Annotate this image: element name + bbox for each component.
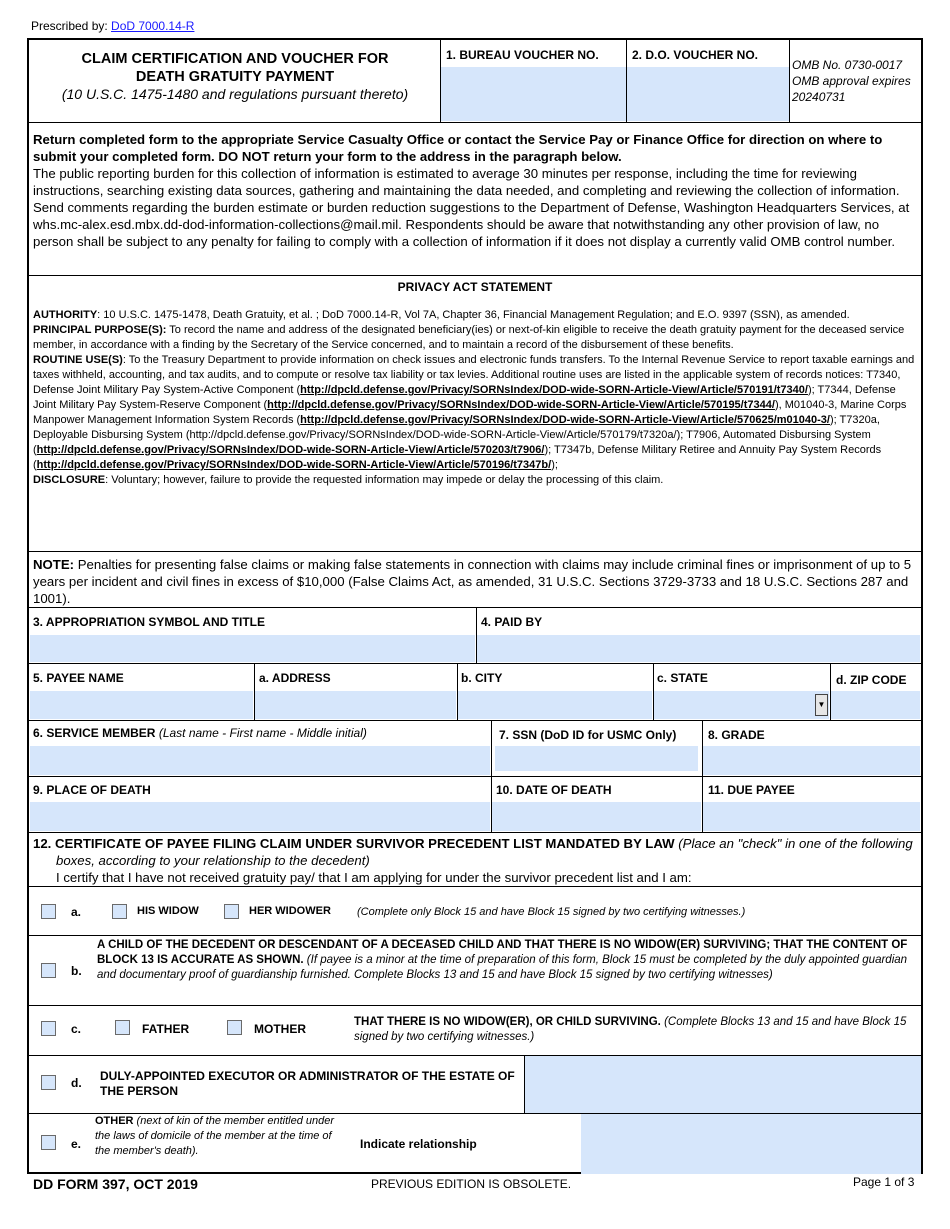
due-payee-input[interactable] (703, 802, 920, 831)
address-label: a. ADDRESS (259, 671, 331, 685)
checkbox-mother[interactable] (227, 1020, 242, 1035)
form-number: DD FORM 397, OCT 2019 (33, 1176, 198, 1192)
place-of-death-label: 9. PLACE OF DEATH (33, 783, 151, 797)
bureau-voucher-label: 1. BUREAU VOUCHER NO. (446, 48, 599, 62)
page-number: Page 1 of 3 (853, 1175, 915, 1189)
city-input[interactable] (458, 691, 652, 719)
option-b-text: A CHILD OF THE DECEDENT OR DESCENDANT OF A DECEASED CHILD AND THAT THERE IS NO WIDOW(ER) SURVIVING; THAT THE CONTENT OF BLOCK 13 IS ACCURATE AS SHOWN. (If payee is a minor at the time of preparation of this form, Block 15 must be completed by the duly appointed guardian and documentary proof of guardianship furnished. Complete Blocks 13 and 15 and have Block 15 signed by two certifying witnesses) (97, 939, 908, 981)
form-title: CLAIM CERTIFICATION AND VOUCHER FOR DEATH GRATUITY PAYMENT (10 U.S.C. 1475-1480 and regulations pursuant thereto) (61, 51, 409, 102)
sorn-link-t7340[interactable]: http://dpcld.defense.gov/Privacy/SORNsIndex/DOD-wide-SORN-Article-View/Article/570191/t7340/ (300, 384, 808, 396)
sorn-link-t7347b[interactable]: http://dpcld.defense.gov/Privacy/SORNsIndex/DOD-wide-SORN-Article-View/Article/570196/t7347b/ (36, 459, 552, 471)
address-input[interactable] (255, 691, 456, 719)
option-d-text: DULY-APPOINTED EXECUTOR OR ADMINISTRATOR OF THE ESTATE OF THE PERSON (100, 1069, 515, 1098)
zip-input[interactable] (831, 691, 920, 719)
city-label: b. CITY (461, 671, 503, 685)
checkbox-d[interactable] (41, 1075, 56, 1090)
zip-label: d. ZIP CODE (836, 673, 907, 687)
checkbox-a[interactable] (41, 904, 56, 919)
prescribed-link[interactable]: DoD 7000.14-R (111, 19, 195, 33)
date-of-death-input[interactable] (492, 802, 701, 831)
state-select[interactable] (654, 691, 829, 719)
do-voucher-label: 2. D.O. VOUCHER NO. (632, 48, 759, 62)
chevron-down-icon[interactable]: ▼ (815, 694, 828, 716)
ssn-input[interactable] (495, 746, 698, 771)
omb-info: OMB No. 0730-0017 OMB approval expires 20240731 (792, 58, 911, 104)
relationship-label: Indicate relationship (360, 1137, 477, 1151)
payee-name-input[interactable] (30, 691, 253, 719)
grade-label: 8. GRADE (708, 728, 765, 742)
appropriation-input[interactable] (30, 635, 475, 662)
state-label: c. STATE (657, 671, 708, 685)
grade-input[interactable] (703, 746, 920, 775)
place-of-death-input[interactable] (30, 802, 490, 831)
service-member-input[interactable] (30, 746, 490, 775)
payee-name-label: 5. PAYEE NAME (33, 671, 124, 685)
sorn-link-m01040[interactable]: http://dpcld.defense.gov/Privacy/SORNsIndex/DOD-wide-SORN-Article-View/Article/570625/m01040-3/ (300, 414, 830, 426)
checkbox-e[interactable] (41, 1135, 56, 1150)
option-c-text: THAT THERE IS NO WIDOW(ER), OR CHILD SURVIVING. (Complete Blocks 13 and 15 and have Block 15 signed by two certifying witnesses.) (354, 1016, 907, 1043)
paid-by-input[interactable] (477, 635, 920, 662)
executor-input[interactable] (525, 1056, 921, 1113)
instructions: Return completed form to the appropriate Service Casualty Office or contact the Service Pay or Finance Office for direction on where to submit your completed form. DO NOT return your form to the address in the paragraph below. The public reporting burden for this collection of information is estimated to average 30 minutes per response, including the time for reviewing instructions, searching existing data sources, gathering and maintaining the data needed, and completing and reviewing the collection of information. Send comments regarding the burden estimate or burden reduction suggestions to the Department of Defense, Washington Headquarters Services, at whs.mc-alex.esd.mbx.dd-dod-information-collections@mail.mil. Respondents should be aware that notwithstanding any other provision of law, no person shall be subject to any penalty for failing to comply with a collection of information if it does not display a currently valid OMB control number. (33, 132, 910, 249)
paid-by-label: 4. PAID BY (481, 615, 543, 629)
obsolete-notice: PREVIOUS EDITION IS OBSOLETE. (371, 1177, 572, 1191)
relationship-input[interactable] (581, 1114, 921, 1174)
service-member-label: 6. SERVICE MEMBER (Last name - First name - Middle initial) (33, 726, 367, 740)
checkbox-b[interactable] (41, 963, 56, 978)
note: NOTE: Penalties for presenting false claims or making false statements in connection with claims may include criminal fines or imprisonment of up to 5 years per incident and civil fines in excess of $10,000 (False Claims Act, as amended, 31 U.S.C. Sections 3729-3733 and 18 U.S.C. Sections 287 and 1001). (33, 557, 912, 606)
checkbox-his-widow[interactable] (112, 904, 127, 919)
sorn-link-t7906[interactable]: http://dpcld.defense.gov/Privacy/SORNsIndex/DOD-wide-SORN-Article-View/Article/570203/t7906/ (36, 444, 545, 456)
sorn-link-t7344[interactable]: http://dpcld.defense.gov/Privacy/SORNsIndex/DOD-wide-SORN-Article-View/Article/570195/t7344/ (267, 399, 775, 411)
ssn-label: 7. SSN (DoD ID for USMC Only) (499, 728, 677, 742)
checkbox-c[interactable] (41, 1021, 56, 1036)
prescribed-by: Prescribed by: DoD 7000.14-R (31, 19, 195, 33)
checkbox-her-widower[interactable] (224, 904, 239, 919)
due-payee-label: 11. DUE PAYEE (708, 783, 795, 797)
date-of-death-label: 10. DATE OF DEATH (496, 783, 612, 797)
block12-header: 12. CERTIFICATE OF PAYEE FILING CLAIM UNDER SURVIVOR PRECEDENT LIST MANDATED BY LAW (Place an "check" in one of the following boxes, according to your relationship to the decedent) I certify that I have not received gratuity pay/ that I am applying for under the survivor precedent list and I am: (33, 836, 913, 885)
appropriation-label: 3. APPROPRIATION SYMBOL AND TITLE (33, 615, 266, 629)
checkbox-father[interactable] (115, 1020, 130, 1035)
form-page: CLAIM CERTIFICATION AND VOUCHER FOR DEATH GRATUITY PAYMENT (10 U.S.C. 1475-1480 and regulations pursuant thereto) 1. BUREAU VOUCHER NO. 2. D.O. VOUCHER NO. OMB No. 0730-0017 OMB approval expires 20240731 Return completed form to the appropriate Service Casualty Office or contact the Service Pay or Finance Office for direction on where to submit your completed form. DO NOT return your form to the address in the paragraph below. The public reporting burden for this collection of information is estimated to average 30 minutes per response, including the time for reviewing instructions, searching existing data sources, gathering and maintaining the data needed, and completing and reviewing the collection of information. Send comments regarding the burden estimate or burden reduction suggestions to the Department of Defense, Washington Headquarters Services, at whs.mc-alex.esd.mbx.dd-dod-information-collections@mail.mil. Respondents should be aware that notwithstanding any other provision of law, no person shall be subject to any penalty for failing to comply with a collection of information if it does not display a currently valid OMB control number. PRIVACY ACT STATEMENT AUTHORITY: 10 U.S.C. 1475-1478, Death Gratuity, et al. ; DoD 7000.14-R, Vol 7A, Chapter 36, Financial Management Regulation; and E.O. 9397 (SSN), as amended. PRINCIPAL PURPOSE(S): To record the name and address of the designated beneficiary(ies) or next-of-kin eligible to receive the death gratuity payment for the deceased service member, in accordance with a finding by the Secretary of the Service concerned, and to maintain a record of the disbursement of these benefits. ROUTINE USE(S): To the Treasury Department to provide information on check issues and electronic funds transfers. To the Internal Revenue Service to report taxable earnings and taxes withheld, accounting, and tax audits, and to compute or resolve tax liability or tax levies. Additional routine uses are listed in the applicable system of records notices: T7340, Defense Joint Military Pay System-Active Component (http://dpcld.defense.gov/Privacy/SORNsIndex/DOD-wide-SORN-Article-View/Article/570191/t7340/); T7344, Defense Joint Military Pay System-Reserve Component (http://dpcld.defense.gov/Privacy/SORNsIndex/DOD-wide-SORN-Article-View/Article/570195/t7344/), M01040-3, Marine Corps Manpower Management Information System Records (http://dpcld.defense.gov/Privacy/SORNsIndex/DOD-wide-SORN-Article-View/Article/570625/m01040-3/); T7320a, Deployable Disbursing System (http://dpcld.defense.gov/Privacy/SORNsIndex/DOD-wide-SORN-Article-View/Article/570179/t7320a/); T7906, Automated Disbursing System (http://dpcld.defense.gov/Privacy/SORNsIndex/DOD-wide-SORN-Article-View/Article/570203/t7906/); T7347b, Defense Military Retiree and Annuity Pay System Records (http://dpcld.defense.gov/Privacy/SORNsIndex/DOD-wide-SORN-Article-View/Article/570196/t7347b/); DISCLOSURE: Voluntary; however, failure to provide the requested information may impede or delay the processing of this claim. NOTE: Penalties for presenting false claims or making false statements in connection with claims may include criminal fines or imprisonment of up to 5 years per incident and civil fines in excess of $10,000 (False Claims Act, as amended, 31 U.S.C. Sections 3729-3733 and 18 U.S.C. Sections 287 and 1001). 3. APPROPRIATION SYMBOL AND TITLE 4. PAID BY 5. PAYEE NAME a. ADDRESS b. CITY c. STATE ▼ d. ZIP CODE 6. SERVICE MEMBER (Last name - First name - Middle initial) 7. SSN (DoD ID for USMC Only) 8. GRADE 9. PLACE OF DEATH 10. DATE OF DEATH 11. DUE PAYEE 12. CERTIFICATE OF PAYEE FILING CLAIM UNDER SURVIVOR PRECEDENT LIST MANDATED BY LAW (Place an "check" in one of the following boxes, according to your relationship to the decedent) I certify that I have not received gratuity pay/ that I am applying for under the survivor precedent list and I am: a. HIS WIDOW HER WIDOWER (Complete only Block 15 and have Block 15 signed by two certifying witnesses.) b. A CHILD OF THE DECEDENT OR DESCENDANT OF A DECEASED CHILD AND THAT THERE IS NO WIDOW(ER) SURVIVING; THAT THE CONTENT OF BLOCK 13 IS ACCURATE AS SHOWN. (If payee is a minor at the time of preparation of this form, Block 15 must be completed by the duly appointed guardian and documentary proof of guardianship furnished. Complete Blocks 13 and 15 and have Block 15 signed by two certifying witnesses) c. FATHER MOTHER THAT THERE IS NO WIDOW(ER), OR CHILD SURVIVING. (Complete Blocks 13 and 15 and have Block 15 signed by two certifying witnesses.) d. DULY-APPOINTED EXECUTOR OR ADMINISTRATOR OF THE ESTATE OF THE PERSON e. OTHER (next of kin of the member entitled under the laws of domicile of the member at the time of the member's death). Indicate relationship (27, 38, 923, 1174)
option-e-text: OTHER (next of kin of the member entitled under the laws of domicile of the member at the time of the member's death). (95, 1115, 335, 1157)
bureau-voucher-input[interactable] (441, 67, 626, 121)
privacy-heading: PRIVACY ACT STATEMENT (397, 280, 553, 294)
privacy-statement: AUTHORITY: 10 U.S.C. 1475-1478, Death Gratuity, et al. ; DoD 7000.14-R, Vol 7A, Chapter 36, Financial Management Regulation; and E.O. 9397 (SSN), as amended. PRINCIPAL PURPOSE(S): To record the name and address of the designated beneficiary(ies) or next-of-kin eligible to receive the death gratuity payment for the deceased service member, in accordance with a finding by the Secretary of the Service concerned, and to maintain a record of the disbursement of these benefits. ROUTINE USE(S): To the Treasury Department to provide information on check issues and electronic funds transfers. To the Internal Revenue Service to report taxable earnings and taxes withheld, accounting, and tax audits, and to compute or resolve tax liability or tax levies. Additional routine uses are listed in the applicable system of records notices: T7340, Defense Joint Military Pay System-Active Component (http://dpcld.defense.gov/Privacy/SORNsIndex/DOD-wide-SORN-Article-View/Article/570191/t7340/); T7344, Defense Joint Military Pay System-Reserve Component (http://dpcld.defense.gov/Privacy/SORNsIndex/DOD-wide-SORN-Article-View/Article/570195/t7344/), M01040-3, Marine Corps Manpower Management Information System Records (http://dpcld.defense.gov/Privacy/SORNsIndex/DOD-wide-SORN-Article-View/Article/570625/m01040-3/); T7320a, Deployable Disbursing System (http://dpcld.defense.gov/Privacy/SORNsIndex/DOD-wide-SORN-Article-View/Article/570179/t7320a/); T7906, Automated Disbursing System (http://dpcld.defense.gov/Privacy/SORNsIndex/DOD-wide-SORN-Article-View/Article/570203/t7906/); T7347b, Defense Military Retiree and Annuity Pay System Records (http://dpcld.defense.gov/Privacy/SORNsIndex/DOD-wide-SORN-Article-View/Article/570196/t7347b/); DISCLOSURE: Voluntary; however, failure to provide the requested information may impede or delay the processing of this claim. (33, 309, 915, 486)
do-voucher-input[interactable] (627, 67, 789, 121)
